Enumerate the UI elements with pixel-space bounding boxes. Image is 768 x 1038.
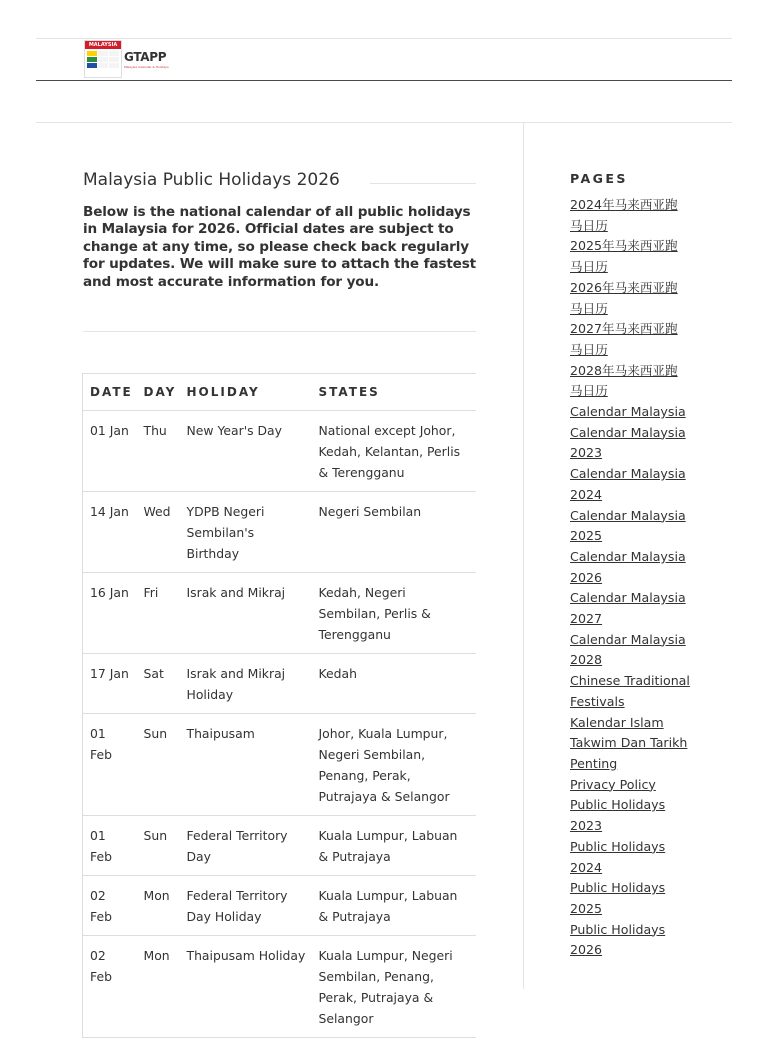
holiday-cell: Federal Territory Day [180,816,312,876]
column-header-holiday: HOLIDAY [180,374,312,411]
holiday-cell: New Year's Day [180,411,312,492]
states-cell: National except Johor, Kedah, Kelantan, Perlis & Terengganu [312,411,477,492]
table-row [83,654,477,714]
states-cell: Kuala Lumpur, Labuan & Putrajaya [312,876,477,936]
column-header-day: DAY [137,374,180,411]
column-header-states: STATES [312,374,477,411]
sidebar-page-link[interactable]: 2027年马来西亚跑马日历 [570,321,678,357]
sidebar-page-link[interactable]: Public Holidays 2024 [570,838,666,875]
sidebar-page-link[interactable]: 2024年马来西亚跑马日历 [570,197,678,233]
sidebar-page-link[interactable]: Privacy Policy [570,776,656,792]
sidebar-page-link[interactable]: Chinese Traditional Festivals [570,673,690,709]
day-cell: Fri [137,573,180,654]
sidebar-page-link[interactable]: Kalendar Islam [570,714,664,730]
sidebar-list-item [570,920,690,961]
sidebar-page-link[interactable]: Calendar Malaysia 2023 [570,424,686,461]
table-row [83,816,477,876]
date-cell: 17 Jan [83,654,137,714]
sidebar-divider [523,123,524,989]
header-top-border [36,38,732,39]
sidebar-list-item [570,671,690,712]
day-cell: Thu [137,411,180,492]
sidebar-page-link[interactable]: Calendar Malaysia 2026 [570,548,686,585]
date-cell: 02 Feb [83,936,137,1038]
table-row [83,573,477,654]
sidebar-page-link[interactable]: Public Holidays 2023 [570,797,666,834]
sidebar-list-item [570,630,690,671]
sidebar-list-item [570,423,690,464]
sidebar-list-item [570,278,690,319]
states-cell: Kedah, Negeri Sembilan, Perlis & Terengganu [312,573,477,654]
sidebar-list-item [570,361,690,402]
sidebar-page-link[interactable]: Calendar Malaysia 2027 [570,590,686,627]
sidebar-list-item [570,464,690,505]
states-cell: Johor, Kuala Lumpur, Negeri Sembilan, Penang, Perak, Putrajaya & Selangor [312,714,477,816]
sidebar-page-link[interactable]: Public Holidays 2026 [570,921,666,958]
header-bottom-border [36,80,732,81]
column-header-date: DATE [83,374,137,411]
sidebar-pages-list [570,195,690,961]
sidebar-page-link[interactable]: 2028年马来西亚跑马日历 [570,362,678,399]
site-logo[interactable] [84,40,176,78]
day-cell: Sun [137,714,180,816]
holiday-cell: YDPB Negeri Sembilan's Birthday [180,492,312,573]
table-row [83,492,477,573]
holiday-cell: Thaipusam [180,714,312,816]
day-cell: Sat [137,654,180,714]
logo-tagline: Malaysia Calendar & Holidays [124,65,169,69]
sidebar-page-link[interactable]: Takwim Dan Tarikh Penting [570,735,688,771]
calendar-logo-icon [84,40,122,78]
sidebar-list-item [570,713,690,734]
states-cell: Kuala Lumpur, Negeri Sembilan, Penang, Perak, Putrajaya & Selangor [312,936,477,1038]
holiday-cell: Israk and Mikraj Holiday [180,654,312,714]
sidebar-list-item [570,195,690,236]
day-cell: Mon [137,936,180,1038]
day-cell: Wed [137,492,180,573]
holiday-cell: Thaipusam Holiday [180,936,312,1038]
day-cell: Mon [137,876,180,936]
table-row [83,411,477,492]
holiday-table [82,373,476,1038]
sidebar-list-item [570,878,690,919]
title-decoration-line [370,183,476,184]
content-separator [83,331,476,332]
sidebar-heading: PAGES [570,171,628,186]
sidebar-list-item [570,588,690,629]
day-cell: Sun [137,816,180,876]
states-cell: Kedah [312,654,477,714]
date-cell: 16 Jan [83,573,137,654]
sidebar-page-link[interactable]: Calendar Malaysia 2028 [570,631,686,668]
sidebar-page-link[interactable]: 2026年马来西亚跑马日历 [570,279,678,316]
table-row [83,936,477,1038]
table-row [83,876,477,936]
sidebar-page-link[interactable]: Calendar Malaysia [570,404,686,420]
states-cell: Negeri Sembilan [312,492,477,573]
sidebar-page-link[interactable]: Calendar Malaysia 2024 [570,466,686,502]
sidebar-list-item [570,236,690,277]
page-title: Malaysia Public Holidays 2026 [83,170,340,190]
sidebar-list-item [570,402,690,423]
sidebar-page-link[interactable]: 2025年马来西亚跑马日历 [570,238,678,275]
sidebar-list-item [570,319,690,360]
sidebar-list-item [570,733,690,774]
sidebar-list-item [570,547,690,588]
sidebar-list-item [570,837,690,878]
table-header-row [83,374,477,411]
holiday-cell: Israk and Mikraj [180,573,312,654]
date-cell: 14 Jan [83,492,137,573]
logo-text: GTAPP [124,50,167,64]
intro-paragraph: Below is the national calendar of all public holidays in Malaysia for 2026. Official dates are subject to change at any time, so please check back regularly for updates. We will make sure to attach the fastest and most accurate information for you. [83,204,477,290]
date-cell: 01 Feb [83,816,137,876]
date-cell: 01 Feb [83,714,137,816]
date-cell: 01 Jan [83,411,137,492]
sidebar-list-item [570,795,690,836]
sidebar-page-link[interactable]: Public Holidays 2025 [570,880,666,916]
logo-badge: MALAYSIA [85,41,121,49]
states-cell: Kuala Lumpur, Labuan & Putrajaya [312,816,477,876]
sidebar-list-item [570,506,690,547]
table-row [83,714,477,816]
date-cell: 02 Feb [83,876,137,936]
content-top-border [36,122,732,123]
holiday-cell: Federal Territory Day Holiday [180,876,312,936]
sidebar-page-link[interactable]: Calendar Malaysia 2025 [570,507,686,544]
sidebar-list-item [570,775,690,796]
